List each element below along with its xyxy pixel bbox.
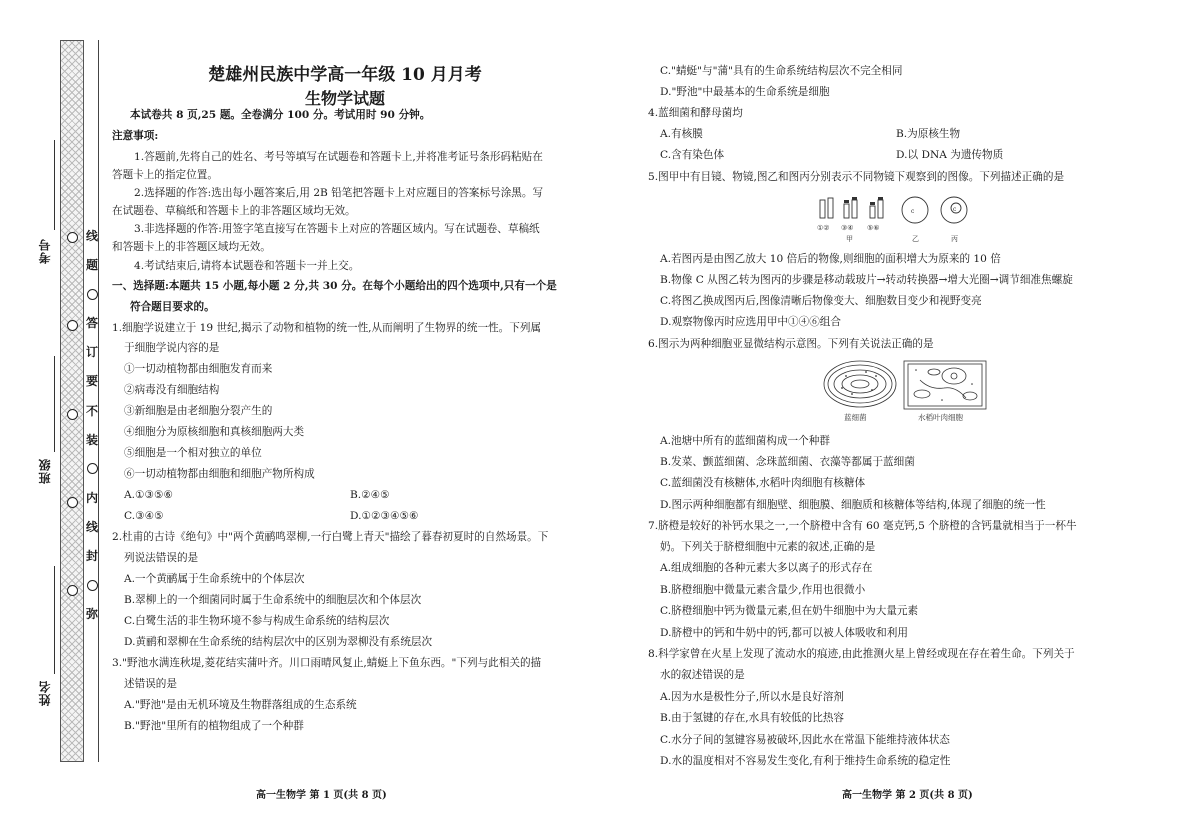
q5-option-d: D.观察物像丙时应选用甲中①④⑥组合 [660, 316, 841, 328]
q5-option-a: A.若图丙是由图乙放大 10 倍后的物像,则细胞的面积增大为原来的 10 倍 [660, 253, 1001, 265]
seal-circle-icon [87, 580, 98, 591]
q1-option-c: C.③④⑤ [124, 510, 164, 522]
q4-option-d: D.以 DNA 为遗传物质 [896, 149, 1004, 161]
kaohao-blank[interactable] [54, 140, 55, 230]
seal-circle-icon [67, 232, 78, 243]
q7-option-a: A.组成细胞的各种元素大多以离子的形式存在 [660, 562, 873, 574]
seal-column-inner [86, 230, 98, 620]
q7-option-d: D.脐橙中的钙和牛奶中的钙,都可以被人体吸收和利用 [660, 627, 908, 639]
q6-option-b: B.发菜、颤蓝细菌、念珠蓝细菌、衣藻等都属于蓝细菌 [660, 456, 915, 468]
q1-item: ⑥一切动植物都由细胞和细胞产物所构成 [124, 468, 315, 480]
xingming-blank[interactable] [54, 566, 55, 674]
footer-page-1: 高一生物学 第 1 页(共 8 页) [256, 790, 387, 801]
seal-circle-icon [87, 289, 98, 300]
fig-cell-c-small: c [911, 208, 915, 215]
exam-title: 楚雄州民族中学高一年级 10 月月考 [208, 65, 482, 85]
q8-stem-2: 水的叙述错误的是 [660, 669, 745, 681]
note-4: 4.考试结束后,请将本试题卷和答题卡一并上交。 [134, 260, 360, 272]
note-1b: 答题卡上的指定位置。 [112, 169, 218, 181]
seal-circle-icon [67, 497, 78, 508]
xingming-label: 姓名 [38, 680, 52, 706]
q3-option-c: C."蜻蜓"与"蒲"具有的生命系统结构层次不完全相同 [660, 65, 903, 77]
seal-circle-icon [87, 463, 98, 474]
q1-option-b: B.②④⑤ [350, 489, 390, 501]
seal-char: 订 [86, 345, 99, 360]
q6-option-a: A.池塘中所有的蓝细菌构成一个种群 [660, 435, 830, 447]
q7-option-c: C.脐橙细胞中钙为微量元素,但在奶牛细胞中为大量元素 [660, 605, 919, 617]
q2-stem-2: 列说法错误的是 [124, 552, 199, 564]
banji-label: 班级 [38, 458, 52, 484]
q3-stem-2: 述错误的是 [124, 678, 177, 690]
seal-char: 线 [86, 519, 99, 534]
seal-circle-icon [67, 320, 78, 331]
q4-option-c: C.含有染色体 [660, 149, 725, 161]
fig-label-jia: 甲 [846, 235, 853, 243]
q1-item: ④细胞分为原核细胞和真核细胞两大类 [124, 426, 305, 438]
q2-option-a: A.一个黄鹂属于生命系统中的个体层次 [124, 573, 305, 585]
q1-stem-1: 1.细胞学说建立于 19 世纪,揭示了动物和植物的统一性,从而阐明了生物界的统一性。下列属 [112, 322, 542, 334]
q5-option-c: C.将图乙换成图丙后,图像清晰后物像变大、细胞数目变少和视野变亮 [660, 295, 982, 307]
seal-char: 答 [86, 315, 99, 330]
fig-label-bing: 丙 [951, 235, 958, 243]
q6-option-d: D.图示两种细胞都有细胞壁、细胞膜、细胞质和核糖体等结构,体现了细胞的统一性 [660, 499, 1046, 511]
lens-label-3: ⑤⑥ [867, 224, 880, 232]
lens-label-1: ①② [817, 224, 830, 232]
banji-blank[interactable] [54, 356, 55, 452]
q1-item: ①一切动植物都由细胞发育而来 [124, 363, 273, 375]
q7-stem-1: 7.脐橙是较好的补钙水果之一,一个脐橙中含有 60 毫克钙,5 个脐橙的含钙量就相当于一杯牛 [648, 520, 1077, 532]
seal-char: 封 [86, 549, 99, 564]
note-3b: 和答题卡上的非答题区域均无效。 [112, 241, 271, 253]
q3-option-b: B."野池"里所有的植物组成了一个种群 [124, 720, 304, 732]
seal-char: 要 [86, 374, 99, 389]
seal-char: 题 [86, 258, 99, 273]
seal-char: 装 [86, 433, 99, 448]
intro-line: 本试卷共 8 页,25 题。全卷满分 100 分。考试用时 90 分钟。 [130, 109, 431, 121]
q4-option-b: B.为原核生物 [896, 128, 961, 140]
fig-cell-c-large: c [953, 206, 957, 213]
note-1a: 1.答题前,先将自己的姓名、考号等填写在试题卷和答题卡上,并将准考证号条形码粘贴在 [134, 151, 543, 163]
q6-option-c: C.蓝细菌没有核糖体,水稻叶肉细胞有核糖体 [660, 477, 866, 489]
q8-option-a: A.因为水是极性分子,所以水是良好溶剂 [660, 691, 844, 703]
note-2b: 在试题卷、草稿纸和答题卡上的非答题区域均无效。 [112, 205, 356, 217]
footer-page-2: 高一生物学 第 2 页(共 8 页) [842, 790, 973, 801]
binding-line [98, 40, 99, 762]
q7-stem-2: 奶。下列关于脐橙细胞中元素的叙述,正确的是 [660, 541, 876, 553]
q8-stem-1: 8.科学家曾在火星上发现了流动水的痕迹,由此推测火星上曾经或现在存在着生命。下列关于 [648, 648, 1075, 660]
fig-label-yi: 乙 [912, 235, 919, 243]
q8-option-d: D.水的温度相对不容易发生变化,有利于维持生命系统的稳定性 [660, 755, 951, 767]
q4-option-a: A.有核膜 [660, 128, 703, 140]
q5-stem: 5.图甲中有目镜、物镜,图乙和图丙分别表示不同物镜下观察到的图像。下列描述正确的是 [648, 171, 1065, 183]
q8-option-b: B.由于氢键的存在,水具有较低的比热容 [660, 712, 845, 724]
seal-char: 不 [86, 403, 99, 418]
fig-label-cyanobacteria: 蓝细菌 [844, 413, 867, 422]
cell-structure-figure [822, 358, 990, 424]
q1-item: ③新细胞是由老细胞分裂产生的 [124, 405, 273, 417]
q5-option-b: B.物像 C 从图乙转为图丙的步骤是移动载玻片→转动转换器→增大光圈→调节细准焦螺旋 [660, 274, 1073, 286]
q1-option-a: A.①③⑤⑥ [124, 489, 174, 501]
q1-stem-2: 于细胞学说内容的是 [124, 342, 220, 354]
q3-stem-1: 3."野池水满连秋堤,菱花结实蒲叶齐。川口雨晴风复止,蜻蜓上下鱼东西。"下列与此相关的描 [112, 657, 542, 669]
q8-option-c: C.水分子间的氢键容易被破坏,因此水在常温下能维持液体状态 [660, 734, 950, 746]
q1-item: ②病毒没有细胞结构 [124, 384, 220, 396]
q3-option-d: D."野池"中最基本的生命系统是细胞 [660, 86, 830, 98]
seal-circle-icon [67, 409, 78, 420]
lens-figure [814, 196, 974, 246]
q1-item: ⑤细胞是一个相对独立的单位 [124, 447, 262, 459]
q1-option-d: D.①②③④⑤⑥ [350, 510, 419, 522]
notes-heading: 注意事项: [112, 130, 159, 142]
seal-column-outer [66, 232, 78, 596]
kaohao-label: 考号 [38, 238, 52, 264]
section1-heading-a: 一、选择题:本题共 15 小题,每小题 2 分,共 30 分。在每个小题给出的四个选项中,只有一个是 [112, 280, 557, 292]
q7-option-b: B.脐橙细胞中微量元素含量少,作用也很微小 [660, 584, 866, 596]
q4-stem: 4.蓝细菌和酵母菌均 [648, 107, 743, 119]
lens-label-2: ③④ [841, 224, 854, 232]
seal-char: 弥 [86, 606, 99, 621]
note-3a: 3.非选择题的作答:用签字笔直接写在答题卡上对应的答题区域内。写在试题卷、草稿纸 [134, 223, 540, 235]
q3-option-a: A."野池"是由无机环境及生物群落组成的生态系统 [124, 699, 357, 711]
section1-heading-b: 符合题目要求的。 [130, 301, 215, 313]
seal-circle-icon [67, 585, 78, 596]
seal-char: 内 [86, 490, 99, 505]
q2-option-c: C.白鹭生活的非生物环境不参与构成生命系统的结构层次 [124, 615, 390, 627]
q2-option-b: B.翠柳上的一个细菌同时属于生命系统中的细胞层次和个体层次 [124, 594, 422, 606]
exam-subtitle: 生物学试题 [304, 89, 385, 108]
q6-stem: 6.图示为两种细胞亚显微结构示意图。下列有关说法正确的是 [648, 338, 934, 350]
fig-label-rice-cell: 水稻叶肉细胞 [918, 413, 963, 422]
seal-char: 线 [86, 229, 99, 243]
q2-stem-1: 2.杜甫的古诗《绝句》中"两个黄鹂鸣翠柳,一行白鹭上青天"描绘了暮春初夏时的自然场景。下 [112, 531, 549, 543]
q2-option-d: D.黄鹂和翠柳在生命系统的结构层次中的区别为翠柳没有系统层次 [124, 636, 433, 648]
note-2a: 2.选择题的作答:选出每小题答案后,用 2B 铅笔把答题卡上对应题目的答案标号涂黑。写 [134, 187, 544, 199]
